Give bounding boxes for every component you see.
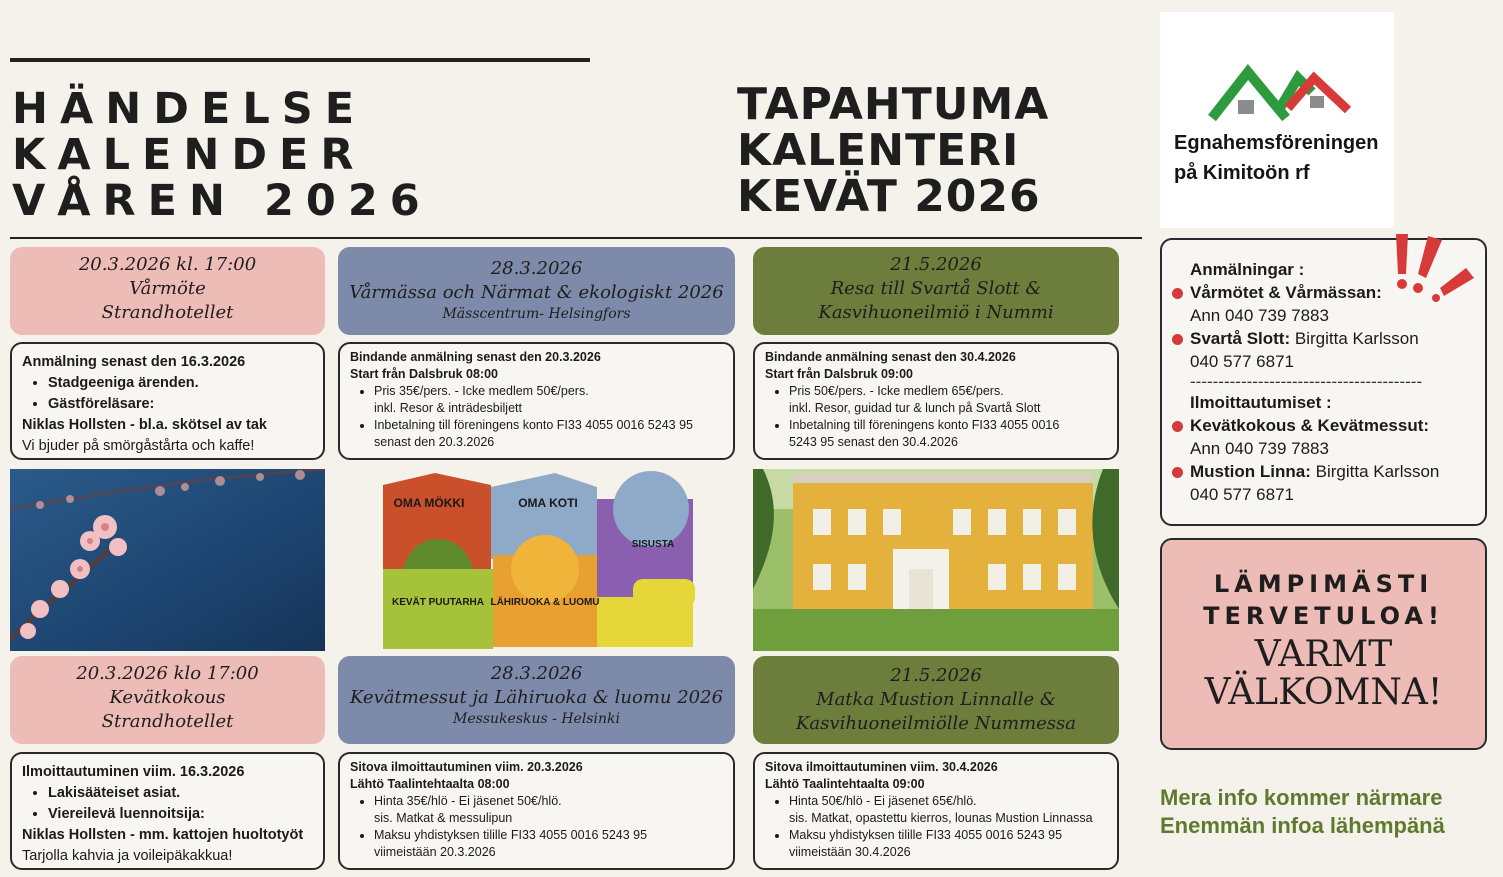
welcome-fi-line2: TERVETULOA! [1203, 602, 1444, 630]
price-item: • Hinta 35€/hlö - Ei jäsenet 50€/hlö. sis. Matkat & messulipun [374, 793, 723, 827]
deadline-text: Sitova ilmoittautuminen viim. 30.4.2026 [765, 760, 998, 774]
payment-item: • Inbetalning till föreningens konto FI33 4055 0016 5243 95 senast den 30.4.2026 [789, 417, 1107, 451]
event-details-svarta [753, 342, 1119, 460]
event-header-svarta [753, 247, 1119, 335]
event-details-varmassa [338, 342, 735, 460]
deadline-text: Bindande anmälning senast den 30.4.2026 [765, 350, 1016, 364]
event-title-line2: Kasvihuoneilmiö i Nummi [818, 302, 1054, 323]
speaker-text: Niklas Hollsten - bl.a. skötsel av tak [22, 417, 267, 433]
association-logo [1160, 12, 1394, 228]
logo-line1: Egnahemsföreningen [1174, 132, 1379, 154]
event-header-mustio [753, 656, 1119, 744]
deadline-text: Ilmoittautuminen viim. 16.3.2026 [22, 764, 245, 780]
deadline-text: Anmälning senast den 16.3.2026 [22, 354, 246, 370]
top-rule [10, 58, 590, 62]
event-date: 20.3.2026 kl. 17:00 [78, 254, 257, 275]
fair-text-oma-koti: OMA KOTI [518, 496, 578, 510]
start-text: Start från Dalsbruk 09:00 [765, 367, 913, 381]
start-text: Lähtö Taalintehtaalta 09:00 [765, 777, 925, 791]
event-header-kevatmessut [338, 656, 735, 744]
welcome-sv-line1: VARMT [1254, 634, 1393, 675]
event-details-kevatmessut [338, 752, 735, 870]
deadline-text: Sitova ilmoittautuminen viim. 20.3.2026 [350, 760, 583, 774]
title-swedish [12, 86, 432, 224]
fair-text-oma-mokki: OMA MÖKKI [393, 496, 465, 510]
title-sv-line2: KALENDER [12, 130, 366, 180]
divider: ----------------------------------------- [1190, 372, 1423, 391]
registration-item: Vårmötet & Vårmässan: [1190, 281, 1485, 304]
event-title: Vårmöte [129, 278, 206, 299]
payment-item: • Inbetalning till föreningens konto FI33 4055 0016 5243 95 senast den 20.3.2026 [374, 417, 723, 451]
cherry-blossom-photo [10, 469, 325, 651]
price-item: • Pris 35€/pers. - Icke medlem 50€/pers. inkl. Resor & inträdesbiljett [374, 383, 723, 417]
registration-item: Kevätkokous & Kevätmessut: [1190, 414, 1485, 437]
event-date: 21.5.2026 [890, 254, 982, 275]
welcome-sv [1162, 636, 1485, 712]
event-title-line2: Kasvihuoneilmiölle Nummessa [795, 713, 1076, 734]
price-item: • Hinta 50€/hlö - Ei jäsenet 65€/hlö. sis. Matkat, opastettu kierros, lounas Mustion Linnassa [789, 793, 1107, 827]
event-title: Kevätkokous [109, 687, 226, 708]
price-item: • Pris 50€/pers. - Icke medlem 65€/pers. inkl. Resor, guidad tur & lunch på Svartå Slott [789, 383, 1107, 417]
note-text: Tarjolla kahvia ja voileipäkakkua! [22, 848, 233, 864]
event-place: Strandhotellet [101, 711, 234, 732]
bullet-item: • Gästföreläsare: [48, 394, 313, 415]
title-fi-line2: KALENTERI [737, 125, 1020, 176]
more-info-sv: Mera info kommer närmare [1160, 785, 1443, 810]
event-date: 20.3.2026 klo 17:00 [76, 663, 259, 684]
fair-text-sisusta: SISUSTA [631, 539, 675, 550]
event-place: Mässcentrum- Helsingfors [442, 306, 631, 322]
bullet-item: • Viereilevä luennoitsija: [48, 804, 313, 825]
manor-photo [753, 469, 1119, 651]
welcome-box [1160, 538, 1487, 750]
event-title-line1: Matka Mustion Linnalle & [816, 689, 1056, 710]
exclamation-icon [1390, 232, 1480, 304]
registration-contact: 040 577 6871 [1190, 485, 1294, 504]
event-date: 28.3.2026 [490, 258, 583, 279]
logo-line2: på Kimitoön rf [1174, 162, 1310, 184]
registration-heading-fi: Ilmoittautumiset : [1190, 393, 1332, 412]
registration-contact: 040 577 6871 [1190, 352, 1294, 371]
registration-item: Mustion Linna: Birgitta Karlsson [1190, 460, 1485, 483]
event-place: Strandhotellet [101, 302, 234, 323]
note-text: Vi bjuder på smörgåstårta och kaffe! [22, 438, 255, 454]
event-place: Messukeskus - Helsinki [453, 711, 620, 727]
start-text: Lähtö Taalintehtaalta 08:00 [350, 777, 510, 791]
welcome-fi-line1: LÄMPIMÄSTI [1213, 570, 1434, 598]
registration-contact: Ann 040 739 7883 [1190, 306, 1329, 325]
houses-roof-icon [1160, 12, 1394, 132]
registration-item: Svartå Slott: Birgitta Karlsson [1190, 327, 1485, 350]
deadline-text: Bindande anmälning senast den 20.3.2026 [350, 350, 601, 364]
more-info-fi: Enemmän infoa lähempänä [1160, 813, 1445, 838]
payment-item: • Maksu yhdistyksen tilille FI33 4055 0016 5243 95 viimeistään 30.4.2026 [789, 827, 1107, 861]
title-finnish [737, 79, 1050, 222]
bullet-item: • Lakisääteiset asiat. [48, 783, 313, 804]
more-info [1160, 784, 1445, 840]
event-details-mustio [753, 752, 1119, 870]
welcome-fi [1162, 568, 1485, 632]
registration-heading-sv: Anmälningar : [1190, 260, 1305, 279]
speaker-text: Niklas Hollsten - mm. kattojen huoltotyöt [22, 827, 304, 843]
header-divider [10, 237, 1142, 239]
fair-text-lahiruoka: LÄHIRUOKA & LUOMU [490, 597, 600, 608]
logo-text [1174, 128, 1378, 188]
payment-item: • Maksu yhdistyksen tilille FI33 4055 0016 5243 95 viimeistään 20.3.2026 [374, 827, 723, 861]
event-header-varmassa [338, 247, 735, 335]
title-fi-line3: KEVÄT 2026 [737, 171, 1041, 222]
registration-contact: Ann 040 739 7883 [1190, 439, 1329, 458]
fair-text-kevat-puutarha: KEVÄT PUUTARHA [391, 597, 485, 608]
event-details-kevatkokous [10, 752, 325, 870]
event-header-varmote [10, 247, 325, 335]
title-sv-line1: HÄNDELSE [12, 84, 367, 134]
bullet-item: • Stadgeeniga ärenden. [48, 373, 313, 394]
title-fi-line1: TAPAHTUMA [737, 79, 1050, 130]
welcome-sv-line2: VÄLKOMNA! [1204, 672, 1443, 713]
title-sv-line3: VÅREN 2026 [12, 176, 432, 226]
event-details-varmote [10, 342, 325, 460]
event-date: 21.5.2026 [890, 665, 982, 686]
event-title: Kevätmessut ja Lähiruoka & luomu 2026 [349, 687, 724, 708]
start-text: Start från Dalsbruk 08:00 [350, 367, 498, 381]
event-header-kevatkokous [10, 656, 325, 744]
event-title-line1: Resa till Svartå Slott & [830, 278, 1042, 299]
event-date: 28.3.2026 [490, 663, 583, 684]
event-title: Vårmässa och Närmat & ekologiskt 2026 [349, 282, 724, 303]
fair-logo-graphic [383, 469, 698, 651]
